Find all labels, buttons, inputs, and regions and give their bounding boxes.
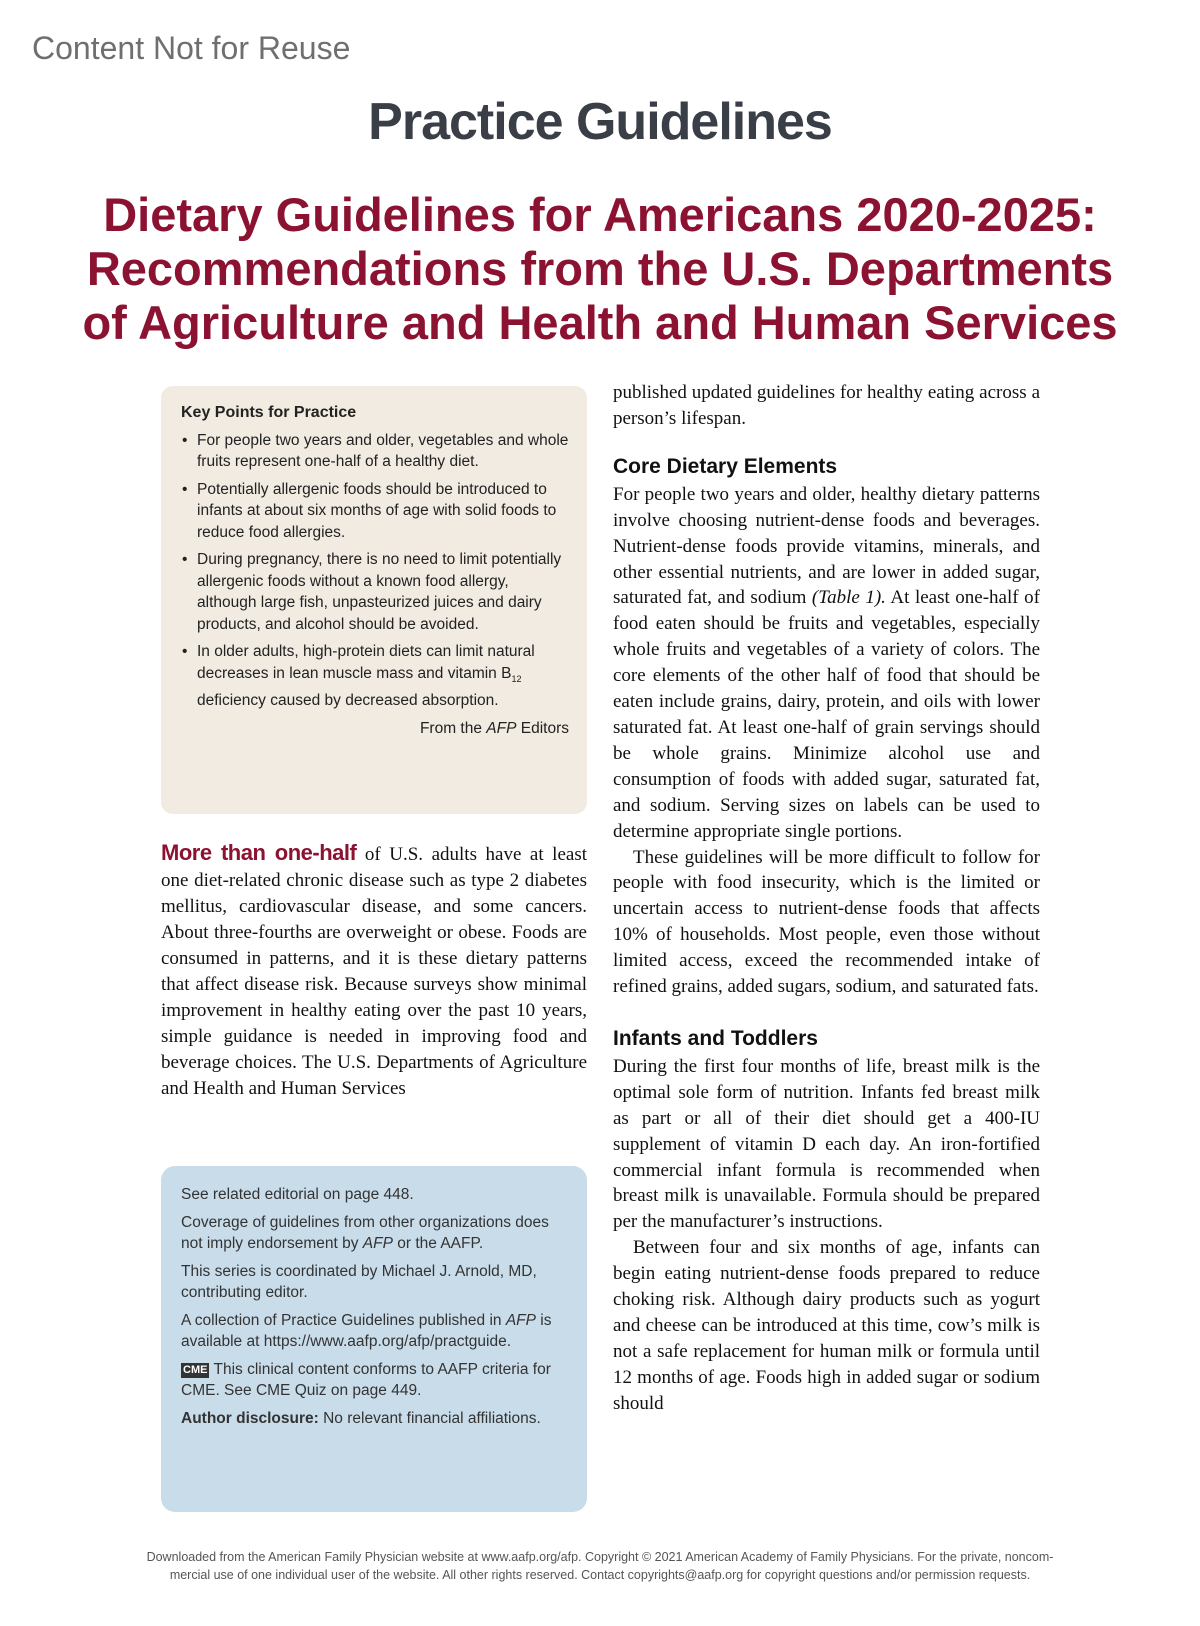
key-point-item: • During pregnancy, there is no need to limit potentially allergenic foods without a known food allergy, although large fish, unpasteurized juices and dairy products, and alcohol should be avoided. xyxy=(181,549,569,635)
table-reference: (Table 1). xyxy=(811,587,886,609)
key-point-item: • For people two years and older, vegetables and whole fruits represent one-half of a healthy diet. xyxy=(181,430,569,473)
title-line: Dietary Guidelines for Americans 2020-2025: xyxy=(103,188,1097,241)
infants-paragraph: Between four and six months of age, infants can begin eating nutrient-dense foods prepared to reduce choking risk. Although dairy products such as yogurt and cheese can be introduced at this time, cow’s milk is not a safe replacement for human milk or formula until 12 months of age. Foods high in added sugar or sodium should xyxy=(613,1237,1040,1414)
copyright-footer xyxy=(40,1548,1160,1584)
series-note: This series is coordinated by Michael J. Arnold, MD, contributing editor. xyxy=(181,1262,537,1301)
key-point-item: • Potentially allergenic foods should be introduced to infants at about six months of age with solid foods to reduce food allergies. xyxy=(181,479,569,544)
infants-heading: Infants and Toddlers xyxy=(613,1026,818,1050)
watermark: Content Not for Reuse xyxy=(32,30,351,66)
key-point-text: In older adults, high-protein diets can limit natural decreases in lean muscle mass and vitamin B xyxy=(197,643,535,682)
related-editorial-note: See related editorial on page 448. xyxy=(181,1186,414,1203)
coverage-text: Coverage of guidelines from other organizations does not imply endorsement by xyxy=(181,1213,549,1252)
cme-badge: CME xyxy=(183,1363,208,1376)
footer-line: mercial use of one individual user of the website. All other rights reserved. Contact copyrights@aafp.org for copyright questions and/or permission requests. xyxy=(169,1568,1031,1582)
intro-column xyxy=(161,840,587,1102)
attribution-text: From the xyxy=(419,719,487,737)
info-box xyxy=(161,1166,587,1512)
coverage-text: or the AAFP. xyxy=(392,1235,484,1252)
disclosure-label: Author disclosure: xyxy=(181,1409,319,1427)
infants-paragraph: During the first four months of life, breast milk is the optimal sole form of nutrition. Infants fed breast milk as part or all of their diet should get a 400-IU supplement of vitamin D each day. An iron-fortified commercial infant formula is recommended when breast milk is unavailable. Formula should be prepared per the manufacturer’s instructions. xyxy=(613,1055,1040,1233)
collection-note xyxy=(181,1310,567,1353)
key-points-heading: Key Points for Practice xyxy=(181,404,357,421)
core-text: For people two years and older, healthy dietary patterns involve choosing nutrient-dense foods and beverages. Nutrient-dense foods provide vitamins, minerals, and other essential nutrients, and are lower in added sugar, saturated fat, and sodium xyxy=(613,483,1040,609)
key-points-attribution xyxy=(181,718,569,740)
coverage-note xyxy=(181,1212,567,1255)
journal-name: AFP xyxy=(505,1311,536,1329)
key-points-box xyxy=(161,386,587,814)
intro-paragraph xyxy=(161,840,587,1102)
disclosure-text: No relevant financial affiliations. xyxy=(318,1409,541,1427)
title-line: Recommendations from the U.S. Departments xyxy=(86,242,1114,295)
title-line: of Agriculture and Health and Human Services xyxy=(82,296,1118,349)
core-text: At least one-half of food eaten should be fruits and vegetables, especially whole fruits and vegetables of a variety of colors. The core elements of the other half of food that should be eaten include grains, dairy, protein, and oils with lower saturated fat. At least one-half of grain servings should be whole grains. Minimize alcohol use and consumption of foods with added sugar, saturated fat, and sodium. Serving sizes on labels can be used to determine appropriate single portions. xyxy=(613,587,1040,842)
attribution-text: Editors xyxy=(516,719,569,737)
collection-text: A collection of Practice Guidelines published in xyxy=(181,1311,506,1329)
intro-text: of U.S. adults have at least one diet-related chronic disease such as type 2 diabetes mellitus, cardiovascular disease, and some cancers. About three-fourths are overweight or obese. Foods are consumed in patterns, and it is these dietary patterns that affect disease risk. Because surveys show minimal improvement in healthy eating over the past 10 years, simple guidance is needed in improving food and beverage choices. The U.S. Departments of Agriculture and Health and Human Services xyxy=(161,844,587,1099)
cme-note xyxy=(181,1359,567,1402)
journal-name: AFP xyxy=(362,1235,393,1252)
intro-continuation: published updated guidelines for healthy eating across a person’s lifespan. xyxy=(613,382,1040,429)
lead-in: More than one-half xyxy=(161,840,357,865)
core-paragraph: These guidelines will be more difficult to follow for people with food insecurity, which is the limited or uncertain access to nutrient-dense foods that affects 10% of households. Most people, even those without limited access, exceed the recommended intake of refined grains, added sugars, sodium, and saturated fats. xyxy=(613,846,1040,998)
footer-line: Downloaded from the American Family Physician website at www.aafp.org/afp. Copyright © 2021 American Academy of Family Physicians. For the private, noncom- xyxy=(146,1550,1054,1564)
core-paragraph xyxy=(613,482,1040,845)
key-point-text: deficiency caused by decreased absorption. xyxy=(197,692,499,710)
section-heading: Practice Guidelines xyxy=(368,93,832,151)
collection-text: is available at https://www.aafp.org/afp/practguide. xyxy=(181,1311,552,1350)
subscript: 12 xyxy=(511,673,522,684)
core-elements-heading: Core Dietary Elements xyxy=(613,454,838,478)
cme-text: This clinical content conforms to AAFP criteria for CME. See CME Quiz on page 449. xyxy=(181,1360,551,1399)
article-title xyxy=(40,188,1160,350)
journal-name: AFP xyxy=(486,719,517,737)
key-point-item xyxy=(181,641,569,712)
main-column xyxy=(613,380,1040,1417)
key-points-list xyxy=(181,430,569,712)
disclosure-note xyxy=(181,1408,567,1430)
